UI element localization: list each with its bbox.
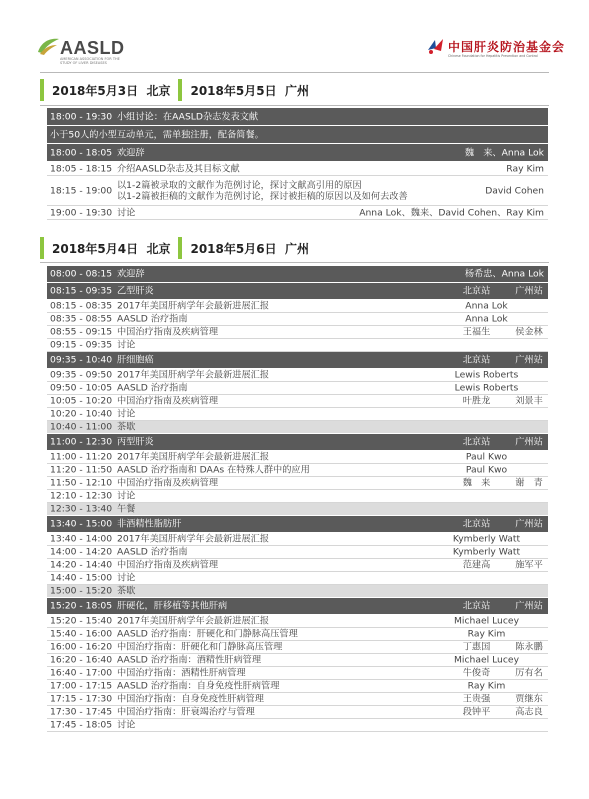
beijing-column-label: 北京站 (462, 285, 491, 297)
section2-city1: 北京 (146, 241, 171, 256)
guangzhou-column-label: 广州站 (515, 354, 543, 366)
accent-tick (40, 237, 44, 259)
row-topic: AASLD 治疗指南：自身免疫性肝病管理 (117, 680, 280, 692)
row-time: 16:00 - 16:20 (50, 641, 113, 653)
break-row (47, 503, 548, 516)
row-time: 18:15 - 19:00 (50, 184, 113, 196)
row-topic: 丙型肝炎 (117, 436, 154, 448)
row-topic: 小组讨论：在AASLD杂志发表文献 (117, 110, 259, 122)
row-topic: 茶歇 (117, 585, 136, 597)
guangzhou-column-label: 广州站 (515, 518, 543, 530)
row-topic: 肝硬化，肝移植等其他肝病 (117, 600, 228, 612)
row-topic: 2017年美国肝病学年会最新进展汇报 (117, 369, 270, 381)
schedule-row (47, 477, 548, 490)
row-speaker: 魏 来、Anna Lok (464, 146, 544, 158)
row-time: 16:20 - 16:40 (50, 654, 113, 666)
row-topic: 讨论 (117, 490, 136, 502)
foundation-subtitle: Chinese Foundation for Hepatitis Prevention and Control (448, 54, 538, 58)
row-time: 09:50 - 10:05 (50, 382, 113, 394)
row-topic: 欢迎辞 (117, 146, 145, 158)
row-time: 18:00 - 18:05 (50, 146, 113, 158)
accent-tick (40, 79, 44, 101)
session-header-row (47, 434, 548, 451)
row-speaker: Michael Lucey (453, 654, 520, 666)
guangzhou-speaker: 施军平 (515, 559, 543, 571)
row-topic: 中国治疗指南：肝硬化和门静脉高压管理 (117, 641, 283, 653)
section1-date2: 2018年5月5日 (190, 83, 277, 98)
row-topic: 中国治疗指南：肝衰竭治疗与管理 (117, 706, 255, 718)
aasld-leaf-icon (36, 36, 60, 56)
row-speaker: Kymberly Watt (452, 533, 521, 545)
guangzhou-column-label: 广州站 (515, 436, 543, 448)
row-time: 08:55 - 09:15 (50, 326, 113, 338)
guangzhou-speaker: 高志良 (515, 706, 543, 718)
section1-date1: 2018年5月3日 (52, 83, 139, 98)
row-topic: AASLD 治疗指南：酒精性肝病管理 (117, 654, 262, 666)
session-header-row (47, 144, 548, 162)
row-topic: 2017年美国肝病学年会最新进展汇报 (117, 615, 270, 627)
schedule-row (47, 641, 548, 654)
schedule-row (47, 369, 548, 382)
row-speaker: Ray Kim (467, 628, 506, 640)
beijing-speaker: 范建高 (462, 559, 491, 571)
row-time: 18:00 - 19:30 (50, 110, 113, 122)
schedule-row (47, 706, 548, 719)
row-time: 09:35 - 09:50 (50, 369, 113, 381)
row-speaker: Ray Kim (467, 680, 506, 692)
guangzhou-speaker: 陈永鹏 (515, 641, 543, 653)
row-topic: 讨论 (117, 206, 136, 218)
row-speaker: Lewis Roberts (454, 369, 519, 381)
row-time: 11:50 - 12:10 (50, 477, 113, 489)
row-time: 17:45 - 18:05 (50, 719, 113, 731)
guangzhou-speaker: 刘景丰 (515, 395, 543, 407)
row-speaker: Anna Lok (465, 300, 508, 312)
section2-date1: 2018年5月4日 (52, 241, 139, 256)
aasld-subtitle: AMERICAN ASSOCIATION FOR THE STUDY OF LIVER DISEASES (60, 57, 120, 65)
row-speaker: Anna Lok、魏来、David Cohen、Ray Kim (359, 206, 544, 218)
row-time: 15:20 - 15:40 (50, 615, 113, 627)
schedule-row (47, 680, 548, 693)
row-time: 小于50人的小型互动单元，需单独注册，配备简餐。 (50, 128, 264, 140)
row-topic-line: 以1-2篇被拒稿的文献作为范例讨论，探讨被拒稿的原因以及如何去改善 (117, 190, 408, 202)
row-topic: 中国治疗指南：酒精性肝病管理 (117, 667, 246, 679)
row-time: 10:05 - 10:20 (50, 395, 113, 407)
row-time: 18:05 - 18:15 (50, 162, 113, 174)
row-time: 17:00 - 17:15 (50, 680, 113, 692)
foundation-logo (426, 36, 566, 62)
row-time: 17:15 - 17:30 (50, 693, 113, 705)
schedule-row (47, 490, 548, 503)
schedule-row (47, 667, 548, 680)
break-row (47, 585, 548, 598)
row-topic: AASLD 治疗指南 (117, 382, 188, 394)
row-topic: 午餐 (117, 503, 136, 515)
row-topic: 中国治疗指南及疾病管理 (117, 395, 219, 407)
aasld-name: AASLD (60, 38, 125, 58)
schedule-row (47, 408, 548, 421)
row-topic: 中国治疗指南：自身免疫性肝病管理 (117, 693, 264, 705)
beijing-speaker: 丁惠国 (462, 641, 491, 653)
schedule-row (47, 464, 548, 477)
row-topic: 讨论 (117, 719, 136, 731)
section1-city2: 广州 (284, 83, 309, 98)
schedule-row (47, 451, 548, 464)
row-time: 13:40 - 14:00 (50, 533, 113, 545)
section2-city2: 广州 (284, 241, 309, 256)
section2-title (40, 237, 310, 259)
row-time: 11:20 - 11:50 (50, 464, 113, 476)
section2-schedule (47, 266, 548, 732)
schedule-row (47, 176, 548, 206)
row-time: 11:00 - 12:30 (50, 436, 113, 448)
schedule-row (47, 162, 548, 176)
schedule-row (47, 382, 548, 395)
row-time: 15:00 - 15:20 (50, 585, 113, 597)
row-time: 14:20 - 14:40 (50, 559, 113, 571)
schedule-row (47, 533, 548, 546)
row-topic: 中国治疗指南及疾病管理 (117, 477, 219, 489)
schedule-row (47, 546, 548, 559)
row-time: 19:00 - 19:30 (50, 206, 113, 218)
schedule-row (47, 628, 548, 641)
guangzhou-speaker: 贾继东 (515, 693, 543, 705)
row-time: 10:40 - 11:00 (50, 421, 113, 433)
row-topic: 2017年美国肝病学年会最新进展汇报 (117, 300, 270, 312)
row-topic: 乙型肝炎 (117, 285, 154, 297)
section1-title (40, 79, 310, 101)
row-time: 15:20 - 18:05 (50, 600, 113, 612)
row-topic-line: 以1-2篇被录取的文献作为范例讨论，探讨文献高引用的原因 (117, 179, 362, 191)
schedule-row (47, 326, 548, 339)
session-header-row (47, 598, 548, 615)
guangzhou-column-label: 广州站 (515, 600, 543, 612)
section1-schedule (47, 108, 548, 220)
row-speaker: Anna Lok (465, 313, 508, 325)
row-topic: 讨论 (117, 572, 136, 584)
guangzhou-speaker: 厉有名 (515, 667, 543, 679)
guangzhou-speaker: 谢 青 (515, 477, 543, 489)
row-topic: AASLD 治疗指南 (117, 546, 188, 558)
row-time: 08:00 - 08:15 (50, 268, 113, 280)
row-topic: 非酒精性脂肪肝 (117, 518, 182, 530)
row-time: 12:30 - 13:40 (50, 503, 113, 515)
row-topic: 2017年美国肝病学年会最新进展汇报 (117, 451, 270, 463)
row-time: 12:10 - 12:30 (50, 490, 113, 502)
row-time: 08:15 - 09:35 (50, 285, 113, 297)
section2-divider (40, 262, 549, 263)
beijing-speaker: 叶胜龙 (462, 395, 491, 407)
row-speaker: Paul Kwo (465, 464, 508, 476)
row-topic: 讨论 (117, 408, 136, 420)
section1-divider (40, 105, 549, 106)
row-topic: 欢迎辞 (117, 268, 145, 280)
row-time: 15:40 - 16:00 (50, 628, 113, 640)
foundation-name: 中国肝炎防治基金会 (448, 40, 566, 54)
row-time: 13:40 - 15:00 (50, 518, 113, 530)
beijing-column-label: 北京站 (462, 518, 491, 530)
row-speaker: David Cohen (485, 184, 544, 196)
row-speaker: Lewis Roberts (454, 382, 519, 394)
row-topic: 讨论 (117, 339, 136, 351)
section2-date2: 2018年5月6日 (190, 241, 277, 256)
aasld-logo (36, 36, 156, 66)
row-speaker: Paul Kwo (465, 451, 508, 463)
row-topic: 中国治疗指南及疾病管理 (117, 326, 219, 338)
row-topic (117, 180, 408, 202)
row-time: 08:15 - 08:35 (50, 300, 113, 312)
row-topic: 茶歇 (117, 421, 136, 433)
session-header-row (47, 352, 548, 369)
row-topic: AASLD 治疗指南和 DAAs 在特殊人群中的应用 (117, 464, 310, 476)
row-time: 11:00 - 11:20 (50, 451, 113, 463)
session-header-row (47, 126, 548, 144)
accent-tick (178, 79, 182, 101)
schedule-row (47, 339, 548, 352)
row-speaker: Kymberly Watt (452, 546, 521, 558)
guangzhou-column-label: 广州站 (515, 285, 543, 297)
beijing-speaker: 段钟平 (462, 706, 491, 718)
row-topic: 介绍AASLD杂志及其目标文献 (117, 162, 240, 174)
accent-tick (178, 237, 182, 259)
session-header-row (47, 108, 548, 126)
header-divider (40, 72, 549, 73)
page-header (0, 0, 589, 70)
row-time: 14:40 - 15:00 (50, 572, 113, 584)
foundation-mark-icon (426, 36, 446, 56)
row-topic: AASLD 治疗指南：肝硬化和门静脉高压管理 (117, 628, 298, 640)
row-time: 17:30 - 17:45 (50, 706, 113, 718)
session-header-row (47, 283, 548, 300)
row-time: 16:40 - 17:00 (50, 667, 113, 679)
row-time: 10:20 - 10:40 (50, 408, 113, 420)
beijing-speaker: 王贵强 (462, 693, 491, 705)
schedule-row (47, 395, 548, 408)
row-time: 08:35 - 08:55 (50, 313, 113, 325)
row-speaker: Michael Lucey (453, 615, 520, 627)
row-speaker: Ray Kim (506, 162, 544, 174)
schedule-row (47, 559, 548, 572)
row-topic: 2017年美国肝病学年会最新进展汇报 (117, 533, 270, 545)
schedule-row (47, 300, 548, 313)
beijing-column-label: 北京站 (462, 354, 491, 366)
row-topic: AASLD 治疗指南 (117, 313, 188, 325)
row-time: 14:00 - 14:20 (50, 546, 113, 558)
beijing-speaker: 魏 来 (462, 477, 491, 489)
row-topic: 中国治疗指南及疾病管理 (117, 559, 219, 571)
section1-city1: 北京 (146, 83, 171, 98)
schedule-row (47, 654, 548, 667)
session-header-row (47, 516, 548, 533)
schedule-row (47, 313, 548, 326)
schedule-row (47, 615, 548, 628)
session-header-row (47, 266, 548, 283)
beijing-column-label: 北京站 (462, 600, 491, 612)
beijing-speaker: 王福生 (462, 326, 491, 338)
schedule-row (47, 719, 548, 732)
schedule-row (47, 693, 548, 706)
row-time: 09:35 - 10:40 (50, 354, 113, 366)
break-row (47, 421, 548, 434)
row-topic: 肝细胞癌 (117, 354, 154, 366)
beijing-speaker: 牛俊奇 (462, 667, 491, 679)
row-time: 09:15 - 09:35 (50, 339, 113, 351)
schedule-row (47, 572, 548, 585)
row-speaker: 杨希忠、Anna Lok (464, 268, 544, 280)
beijing-column-label: 北京站 (462, 436, 491, 448)
guangzhou-speaker: 侯金林 (515, 326, 543, 338)
schedule-row (47, 206, 548, 220)
